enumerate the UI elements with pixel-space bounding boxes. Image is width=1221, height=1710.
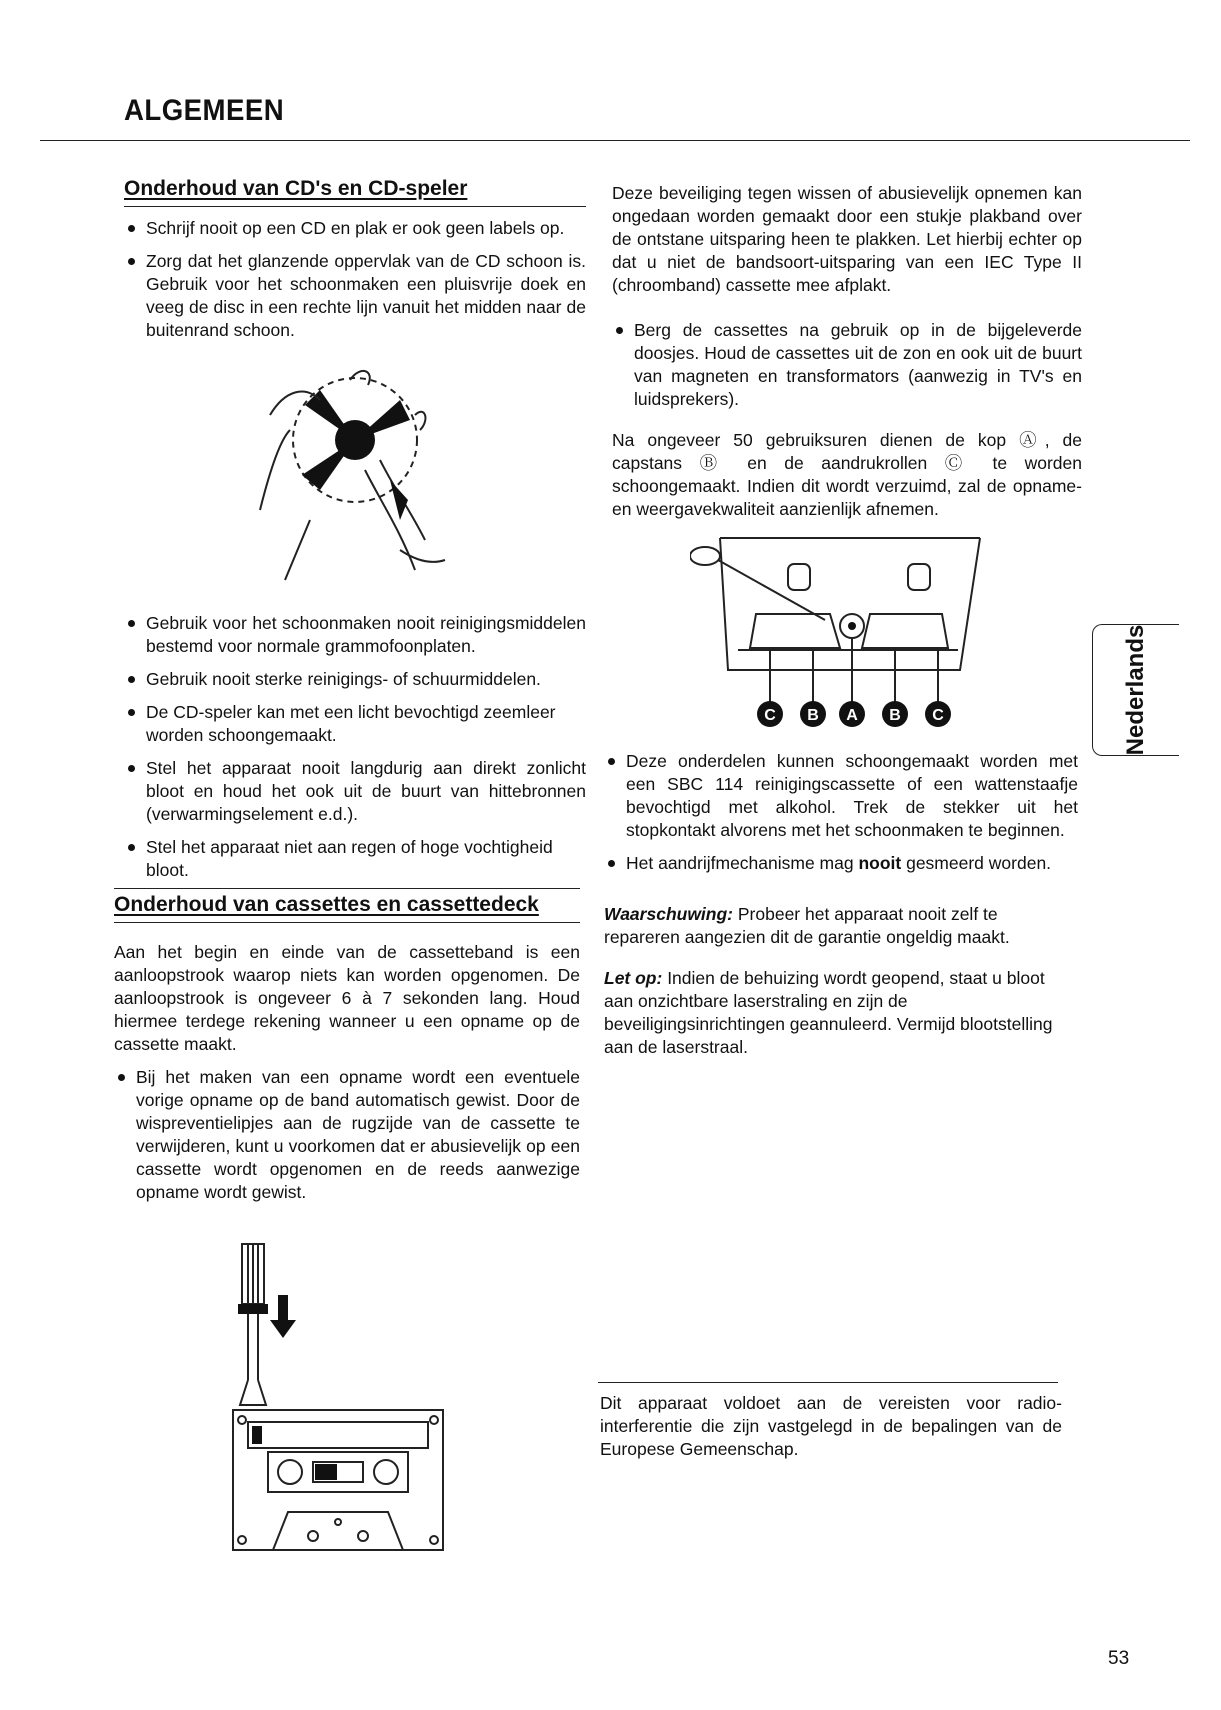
lubrication-emphasis: nooit (858, 853, 902, 873)
list-item: Stel het apparaat nooit langdurig aan direkt zonlicht bloot en houd het ook uit de buurt van hittebronnen (verwarmingselement e.d.). (124, 757, 586, 826)
cd-section-heading: Onderhoud van CD's en CD-speler (124, 176, 586, 207)
warning-paragraph (604, 903, 1078, 949)
list-item: Gebruik voor het schoonmaken nooit reinigingsmiddelen bestemd voor normale grammofoonplaten. (124, 612, 586, 658)
note-text: Indien de behuizing wordt geopend, staat u bloot aan onzichtbare laserstraling en zijn de beveiligingsinrichtingen geannuleerd. Vermijd blootstelling aan de laserstraal. (604, 968, 1053, 1057)
title-divider (40, 140, 1190, 141)
part-label-c (925, 701, 951, 727)
cd-section (124, 176, 586, 352)
list-item: Deze onderdelen kunnen schoongemaakt worden met een SBC 114 reinigingscassette of een wattenstaafje bevochtigd met alkohol. Trek de stekker uit het stopkontakt alvorens met het schoonmaken te beginnen. (604, 750, 1078, 842)
cleaning-bullets (604, 750, 1078, 875)
part-label-b (800, 701, 826, 727)
cd-bullets-bottom (124, 612, 586, 882)
list-item: Gebruik nooit sterke reinigings- of schuurmiddelen. (124, 668, 586, 691)
compliance-paragraph: Dit apparaat voldoet aan de vereisten voor radio-interferentie die zijn vastgelegd in de bepalingen van de Europese Gemeenschap. (600, 1393, 1062, 1459)
list-item: Berg de cassettes na gebruik op in de bijgeleverde doosjes. Houd de cassettes uit de zon en ook uit de buurt van magneten en transformators (aanwezig in TV's en luidsprekers). (612, 319, 1082, 411)
part-label-a (839, 701, 865, 727)
list-item: Zorg dat het glanzende oppervlak van de CD schoon is. Gebruik voor het schoonmaken een pluisvrije doek en veeg de disc in een rechte lijn vanuit het midden naar de buitenrand schoon. (124, 250, 586, 342)
cassette-tab-illustration (228, 1240, 448, 1560)
list-item: De CD-speler kan met een licht bevochtigd zeemleer worden schoongemaakt. (124, 701, 586, 747)
note-label: Let op: (604, 968, 663, 988)
cd-section-continued (124, 612, 586, 892)
cassette-bullets (114, 1066, 580, 1204)
lubrication-item (604, 852, 1078, 875)
cassette-section (114, 888, 580, 1214)
warning-text: Probeer het apparaat nooit zelf te repareren aangezien dit de garantie ongeldig maakt. (604, 904, 1010, 947)
right-column-top (612, 182, 1082, 521)
warning-label: Waarschuwing: (604, 904, 734, 924)
list-item: Stel het apparaat niet aan regen of hoge vochtigheid bloot. (124, 836, 586, 882)
storage-bullets (612, 319, 1082, 411)
svg-text:B: B (889, 707, 901, 724)
part-label-b (882, 701, 908, 727)
cassette-intro: Aan het begin en einde van de cassetteband is een aanloopstrook waarop niets kan worden opgenomen. De aanloopstrook is ongeveer 6 à 7 sekonden lang. Houd hiermee terdege rekening wanneer u een opname op de cassette maakt. (114, 942, 580, 1054)
svg-text:B: B (807, 707, 819, 724)
cd-bullets-top (124, 217, 586, 342)
svg-text:A: A (846, 707, 858, 724)
cassette-section-heading: Onderhoud van cassettes en cassettedeck (114, 888, 580, 923)
page-number: 53 (1108, 1648, 1130, 1669)
right-column-middle (604, 750, 1078, 1059)
lubrication-text-after: gesmeerd worden. (901, 853, 1052, 873)
part-label-c (757, 701, 783, 727)
compliance-rule (598, 1382, 1058, 1383)
list-item: Bij het maken van een opname wordt een eventuele vorige opname op de band automatisch gewist. Door de wispreventielipjes aan de rugzijde van de cassette te verwijderen, kunt u voorkomen dat er abusievelijk op een cassette wordt opgenomen en de reeds aanwezige opname wordt gewist. (114, 1066, 580, 1204)
cd-cleaning-illustration (250, 360, 460, 595)
list-item: Schrijf nooit op een CD en plak er ook geen labels op. (124, 217, 586, 240)
protection-paragraph: Deze beveiliging tegen wissen of abusievelijk opnemen kan ongedaan worden gemaakt door een stukje plakband over de ontstane uitsparing heen te plakken. Let hierbij echter op dat u niet de bandsoort-uitsparing van een IEC Type II (chroomband) cassette mee afplakt. (612, 183, 1082, 295)
page-title: ALGEMEEN (124, 94, 285, 127)
cassette-deck-illustration (690, 534, 990, 734)
heads-paragraph: Na ongeveer 50 gebruiksuren dienen de kop Ⓐ, de capstans Ⓑ en de aandrukrollen Ⓒ te worden schoongemaakt. Indien dit wordt verzuimd, zal de opname- en weergavekwaliteit aanzienlijk afnemen. (612, 430, 1082, 519)
lubrication-text-before: Het aandrijfmechanisme mag (626, 853, 859, 873)
note-paragraph (604, 967, 1078, 1059)
language-tab-label: Nederlands (1122, 624, 1149, 756)
svg-text:C: C (932, 707, 944, 724)
svg-text:C: C (764, 707, 776, 724)
